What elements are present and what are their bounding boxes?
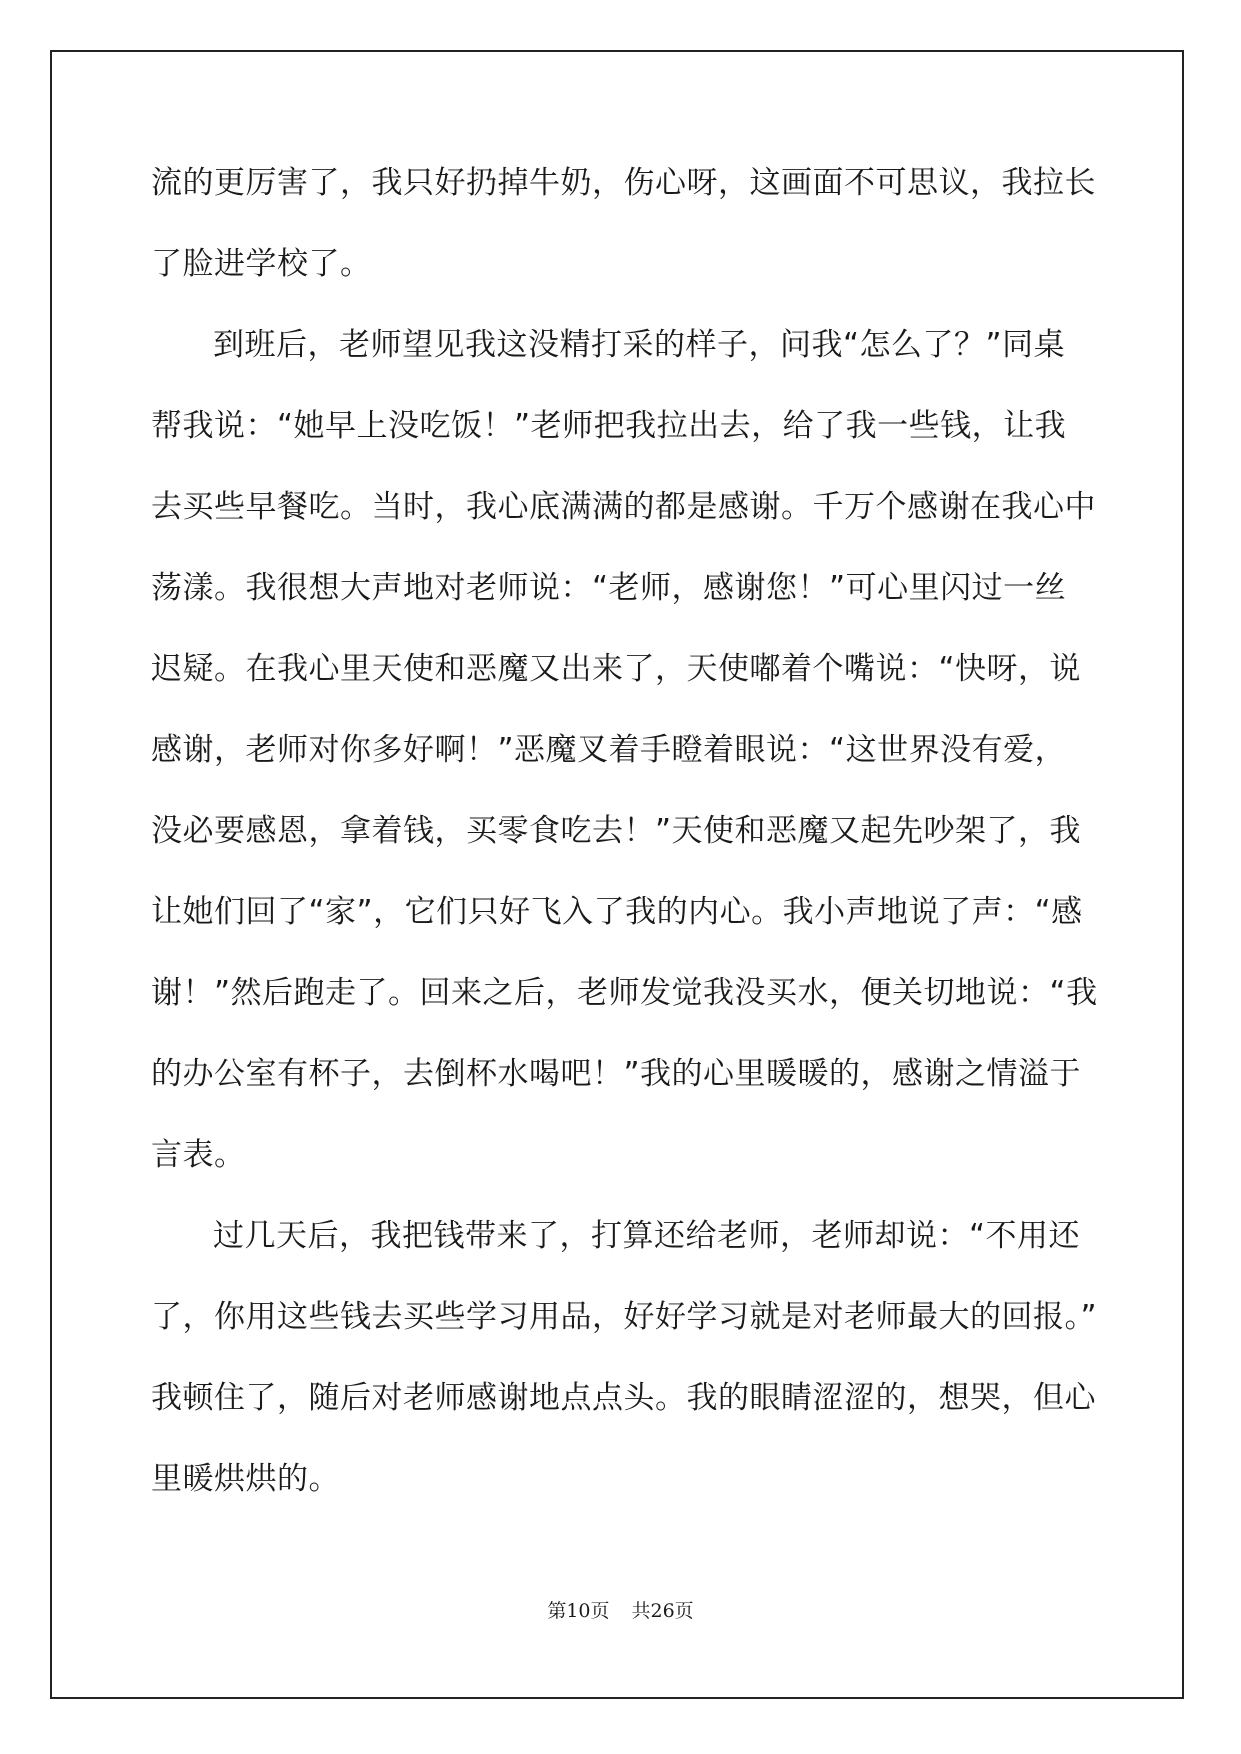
text-line: 没必要感恩，拿着钱，买零食吃去！”天使和恶魔又起先吵架了，我	[151, 813, 1082, 849]
text-line: 里暖烘烘的。	[151, 1461, 340, 1497]
text-line: 流的更厉害了，我只好扔掉牛奶，伤心呀，这画面不可思议，我拉长	[151, 165, 1096, 201]
text-line: 去买些早餐吃。当时，我心底满满的都是感谢。千万个感谢在我心中	[151, 489, 1096, 525]
text-line: 让她们回了“家”，它们只好飞入了我的内心。我小声地说了声：“感	[151, 894, 1083, 930]
text-line: 帮我说：“她早上没吃饭！”老师把我拉出去，给了我一些钱，让我	[151, 408, 1067, 444]
page-total: 共26页	[631, 1600, 694, 1622]
text-line: 感谢，老师对你多好啊！”恶魔叉着手瞪着眼说：“这世界没有爱，	[151, 732, 1067, 768]
text-line: 荡漾。我很想大声地对老师说：“老师，感谢您！”可心里闪过一丝	[151, 570, 1067, 606]
page-number: 第10页	[547, 1600, 610, 1622]
text-line: 了，你用这些钱去买些学习用品，好好学习就是对老师最大的回报。”	[151, 1299, 1098, 1335]
text-line: 我顿住了，随后对老师感谢地点点头。我的眼睛涩涩的，想哭，但心	[151, 1380, 1096, 1416]
text-line: 了脸进学校了。	[151, 246, 372, 282]
text-line: 迟疑。在我心里天使和恶魔又出来了，天使嘟着个嘴说：“快呀，说	[151, 651, 1082, 687]
document-body	[151, 160, 1098, 1537]
text-line: 到班后，老师望见我这没精打采的样子，问我“怎么了？”同桌	[213, 327, 1066, 363]
text-line: 谢！”然后跑走了。回来之后，老师发觉我没买水，便关切地说：“我	[151, 975, 1098, 1011]
text-line: 过几天后，我把钱带来了，打算还给老师，老师却说：“不用还	[213, 1218, 1081, 1254]
text-line: 的办公室有杯子，去倒杯水喝吧！”我的心里暖暖的，感谢之情溢于	[151, 1056, 1082, 1092]
page-footer	[0, 1596, 1241, 1623]
text-line: 言表。	[151, 1137, 246, 1173]
